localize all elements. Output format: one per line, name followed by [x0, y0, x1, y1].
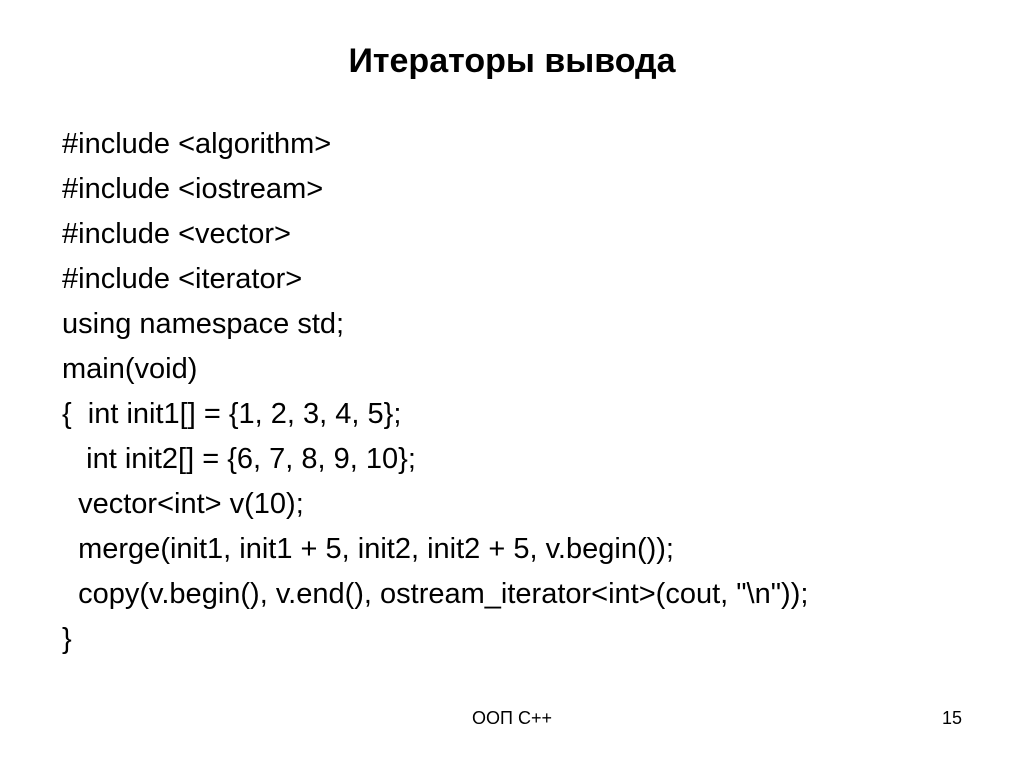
- code-block: [62, 122, 1002, 662]
- code-line: merge(init1, init1 + 5, init2, init2 + 5, v.begin());: [62, 533, 674, 565]
- code-line: #include <algorithm>: [62, 128, 332, 160]
- code-line: #include <vector>: [62, 218, 291, 250]
- code-line: copy(v.begin(), v.end(), ostream_iterator<int>(cout, "\n"));: [62, 578, 809, 610]
- code-line: main(void): [62, 353, 198, 385]
- code-line: vector<int> v(10);: [62, 488, 304, 520]
- code-line: int init2[] = {6, 7, 8, 9, 10};: [62, 443, 416, 475]
- code-line: #include <iterator>: [62, 263, 303, 295]
- code-line: { int init1[] = {1, 2, 3, 4, 5};: [62, 398, 402, 430]
- code-line: using namespace std;: [62, 308, 345, 340]
- code-line: #include <iostream>: [62, 173, 324, 205]
- page-number: 15: [941, 708, 962, 728]
- footer-course-label: ООП С++: [472, 708, 552, 728]
- code-line: }: [62, 623, 72, 655]
- slide-title: Итераторы вывода: [348, 42, 676, 80]
